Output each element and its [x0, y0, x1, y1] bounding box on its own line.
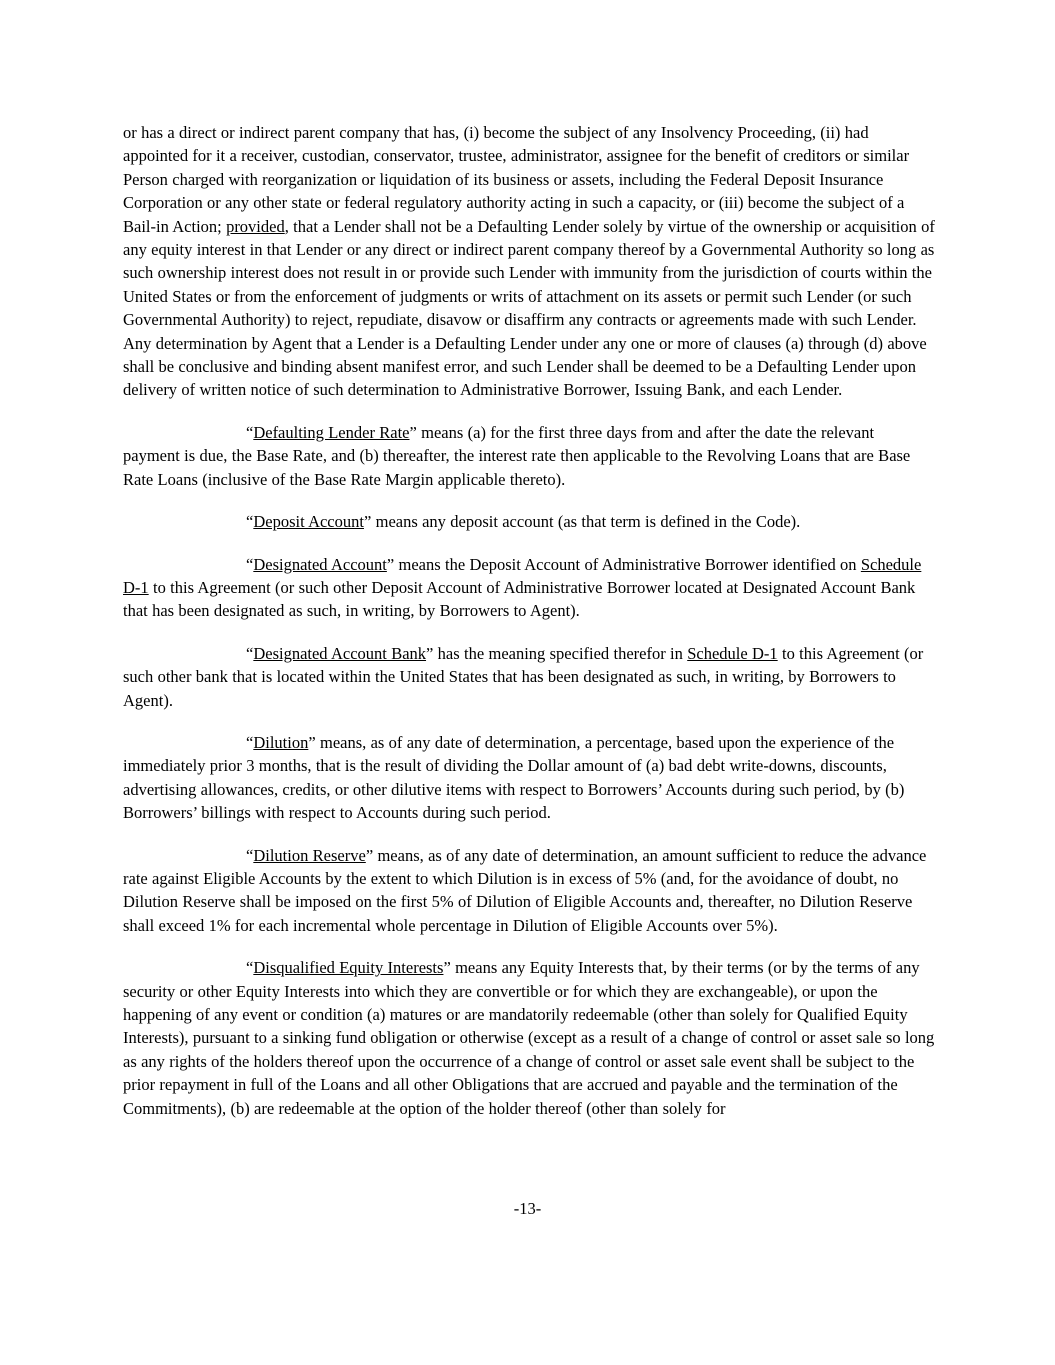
- paragraph: [123, 844, 935, 938]
- text-run: “: [246, 845, 254, 865]
- text-run: “: [246, 512, 254, 532]
- defined-term: Designated Account Bank: [253, 643, 427, 663]
- defined-term: Deposit Account: [253, 512, 364, 532]
- text-run: ” has the meaning specified therefor in: [426, 643, 688, 663]
- paragraph: [123, 121, 935, 402]
- text-run: ” means any Equity Interests that, by their terms (or by the terms of any security or other Equity Interests into which they are convertible or for which they are exchangeable), or upon the happening of any event or condition (a) matures or are mandatorily redeemable (other than solely for Qualified Equity Interests), pursuant to a sinking fund obligation or otherwise (except as a result of a change of control or asset sale so long as any rights of the holders thereof upon the occurrence of a change of control or asset sale event shall be subject to the prior repayment in full of the Loans and all other Obligations that are accrued and payable and the termination of the Commitments), (b) are redeemable at the option of the holder thereof (other than solely for: [123, 958, 935, 1118]
- text-run: to this Agreement (or such other bank that is located within the United States that has been designated as such, in writing, by Borrowers to Agent).: [123, 643, 924, 710]
- text-run: “: [246, 422, 254, 442]
- defined-term: Dilution: [253, 732, 309, 752]
- defined-term: Defaulting Lender Rate: [253, 422, 410, 442]
- text-run: ” means any deposit account (as that term is defined in the Code).: [363, 512, 801, 532]
- text-run: to this Agreement (or such other Deposit Account of Administrative Borrower located at Designated Account Bank that has been designated as such, in writing, by Borrowers to Agent).: [123, 577, 916, 621]
- defined-term: Designated Account: [253, 554, 387, 574]
- text-run: “: [246, 643, 254, 663]
- text-run: or has a direct or indirect parent company that has, (i) become the subject of any Insolvency Proceeding, (ii) had appointed for it a receiver, custodian, conservator, trustee, administrator, assignee for the benefit of creditors or similar Person charged with reorganization or liquidation of its business or assets, including the Federal Deposit Insurance Corporation or any other state or federal regulatory authority acting in such a capacity, or (iii) become the subject of a Bail-in Action;: [123, 123, 910, 236]
- defined-term: provided: [226, 216, 285, 236]
- text-run: ” means (a) for the first three days from and after the date the relevant payment is due, the Base Rate, and (b) thereafter, the interest rate then applicable to the Revolving Loans that are Base Rate Loans (inclusive of the Base Rate Margin applicable thereto).: [123, 422, 911, 489]
- text-run: “: [246, 554, 254, 574]
- defined-term: Dilution Reserve: [253, 845, 366, 865]
- text-run: ” means the Deposit Account of Administrative Borrower identified on: [386, 554, 861, 574]
- page-number: -13-: [513, 1199, 542, 1218]
- text-run: ” means, as of any date of determination, a percentage, based upon the experience of the immediately prior 3 months, that is the result of dividing the Dollar amount of (a) bad debt write-downs, discounts, advertising allowances, credits, or other dilutive items with respect to Borrowers’ Accounts during such period, by (b) Borrowers’ billings with respect to Accounts during such period.: [123, 732, 905, 823]
- text-run: ” means, as of any date of determination, an amount sufficient to reduce the advance rate against Eligible Accounts by the extent to which Dilution is in excess of 5% (and, for the avoidance of doubt, no Dilution Reserve shall be imposed on the first 5% of Dilution of Eligible Accounts and, thereafter, no Dilution Reserve shall exceed 1% for each incremental whole percentage in Dilution of Eligible Accounts over 5%).: [123, 845, 927, 935]
- paragraph: [123, 510, 935, 533]
- paragraph: [123, 553, 935, 623]
- paragraph: [123, 642, 935, 712]
- text-run: , that a Lender shall not be a Defaulting Lender solely by virtue of the ownership or acquisition of any equity interest in that Lender or any direct or indirect parent company thereof by a Governmental Authority so long as such ownership interest does not result in or provide such Lender with immunity from the jurisdiction of courts within the United States or from the enforcement of judgments or writs of attachment on its assets or permit such Lender (or such Governmental Authority) to reject, repudiate, disavow or disaffirm any contracts or agreements made with such Lender. Any determination by Agent that a Lender is a Defaulting Lender under any one or more of clauses (a) through (d) above shall be conclusive and binding absent manifest error, and such Lender shall be deemed to be a Defaulting Lender upon delivery of written notice of such determination to Administrative Borrower, Issuing Bank, and each Lender.: [123, 216, 935, 400]
- paragraph: [123, 421, 935, 491]
- document-body: [123, 121, 935, 1120]
- text-run: “: [246, 958, 254, 978]
- paragraph: [123, 956, 935, 1120]
- defined-term: Schedule D-1: [687, 643, 778, 663]
- defined-term: Schedule D-1: [123, 554, 922, 597]
- paragraph: [123, 731, 935, 825]
- defined-term: Disqualified Equity Interests: [253, 958, 444, 978]
- text-run: “: [246, 732, 254, 752]
